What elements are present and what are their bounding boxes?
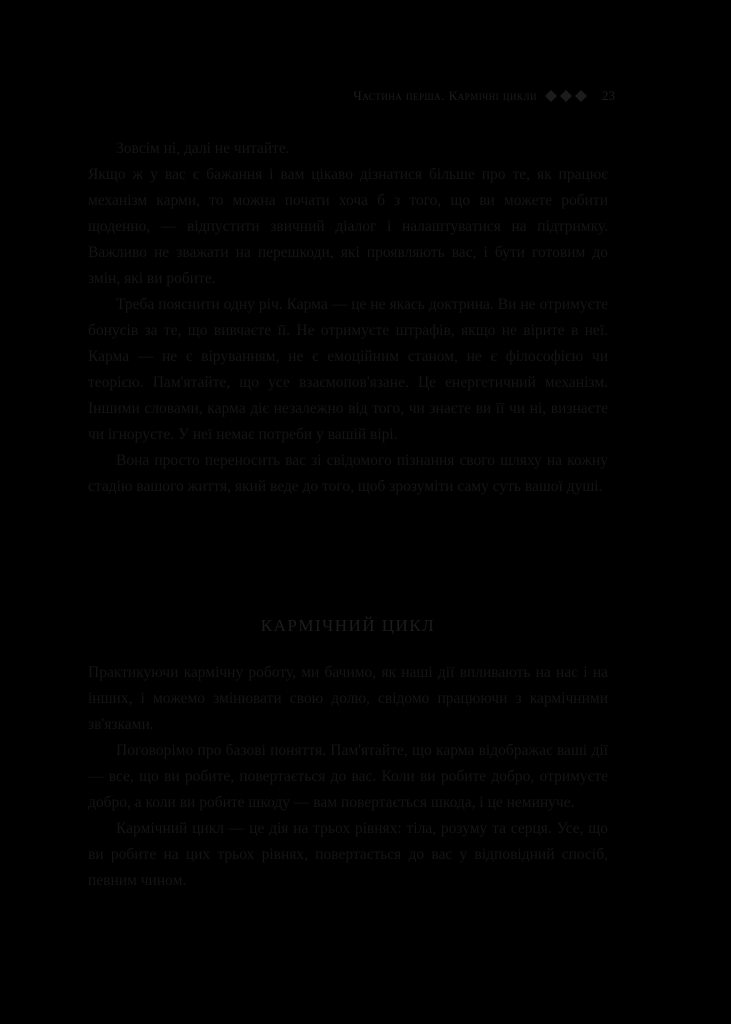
paragraph: Вона просто переносить вас зі свідомого пізнання свого шляху на кожну стадію вашого життя, який веде до того, щоб зрозуміти саму суть вашої душі. — [88, 452, 608, 495]
paragraph: Поговорімо про базові поняття. Пам'ятайте, що карма відображає ваші дії — все, що ви робите, повертається до вас. Коли ви робите добро, отримуєте добро, а коли ви робите шкоду — вам повертається шкода, і це неминуче. — [88, 742, 608, 811]
body-text-top — [88, 136, 608, 500]
paragraph: Зовсім ні, далі не читайте. — [116, 140, 290, 157]
paragraph: Кармічний цикл — це дія на трьох рівнях: тіла, розуму та серця. Усе, що ви робите на цих трьох рівнях, повертається до вас у відповідний спосіб, певним чином. — [88, 820, 608, 889]
body-text-bottom — [88, 660, 608, 894]
paragraph: Практикуючи кармічну роботу, ми бачимо, як наші дії впливають на нас і на інших, і можемо змінювати свою долю, свідомо працюючи з кармічними зв'язками. — [88, 664, 608, 733]
section-title: КАРМІЧНИЙ ЦИКЛ — [260, 616, 436, 635]
running-title: Частина перша. Кармічні цикли — [353, 88, 537, 103]
diamond-ornament-icon — [545, 90, 587, 102]
running-head — [353, 88, 587, 104]
page-number: 23 — [602, 88, 615, 103]
paragraph: Треба пояснити одну річ. Карма — це не якась доктрина. Ви не отримуєте бонусів за те, що вивчаєте її. Не отримуєте штрафів, якщо не вірите в неї. Карма — не є віруванням, не є емоційним станом, не є філософією чи теорією. Пам'ятайте, що усе взаємопов'язане. Це енергетичний механізм. Іншими словами, карма діє незалежно від того, чи знаєте ви її чи ні, визнаєте чи ігноруєте. У неї немає потреби у вашій вірі. — [88, 296, 608, 443]
paragraph: Якщо ж у вас є бажання і вам цікаво дізнатися більше про те, як працює механізм карми, то можна почати хоча б з того, що ви можете робити щоденно, — відпустити звичний діалог і налаштуватися на підтримку. Важливо не зважати на перешкоди, які проявляють вас, і бути готовим до змін, які ви робите. — [88, 166, 608, 287]
